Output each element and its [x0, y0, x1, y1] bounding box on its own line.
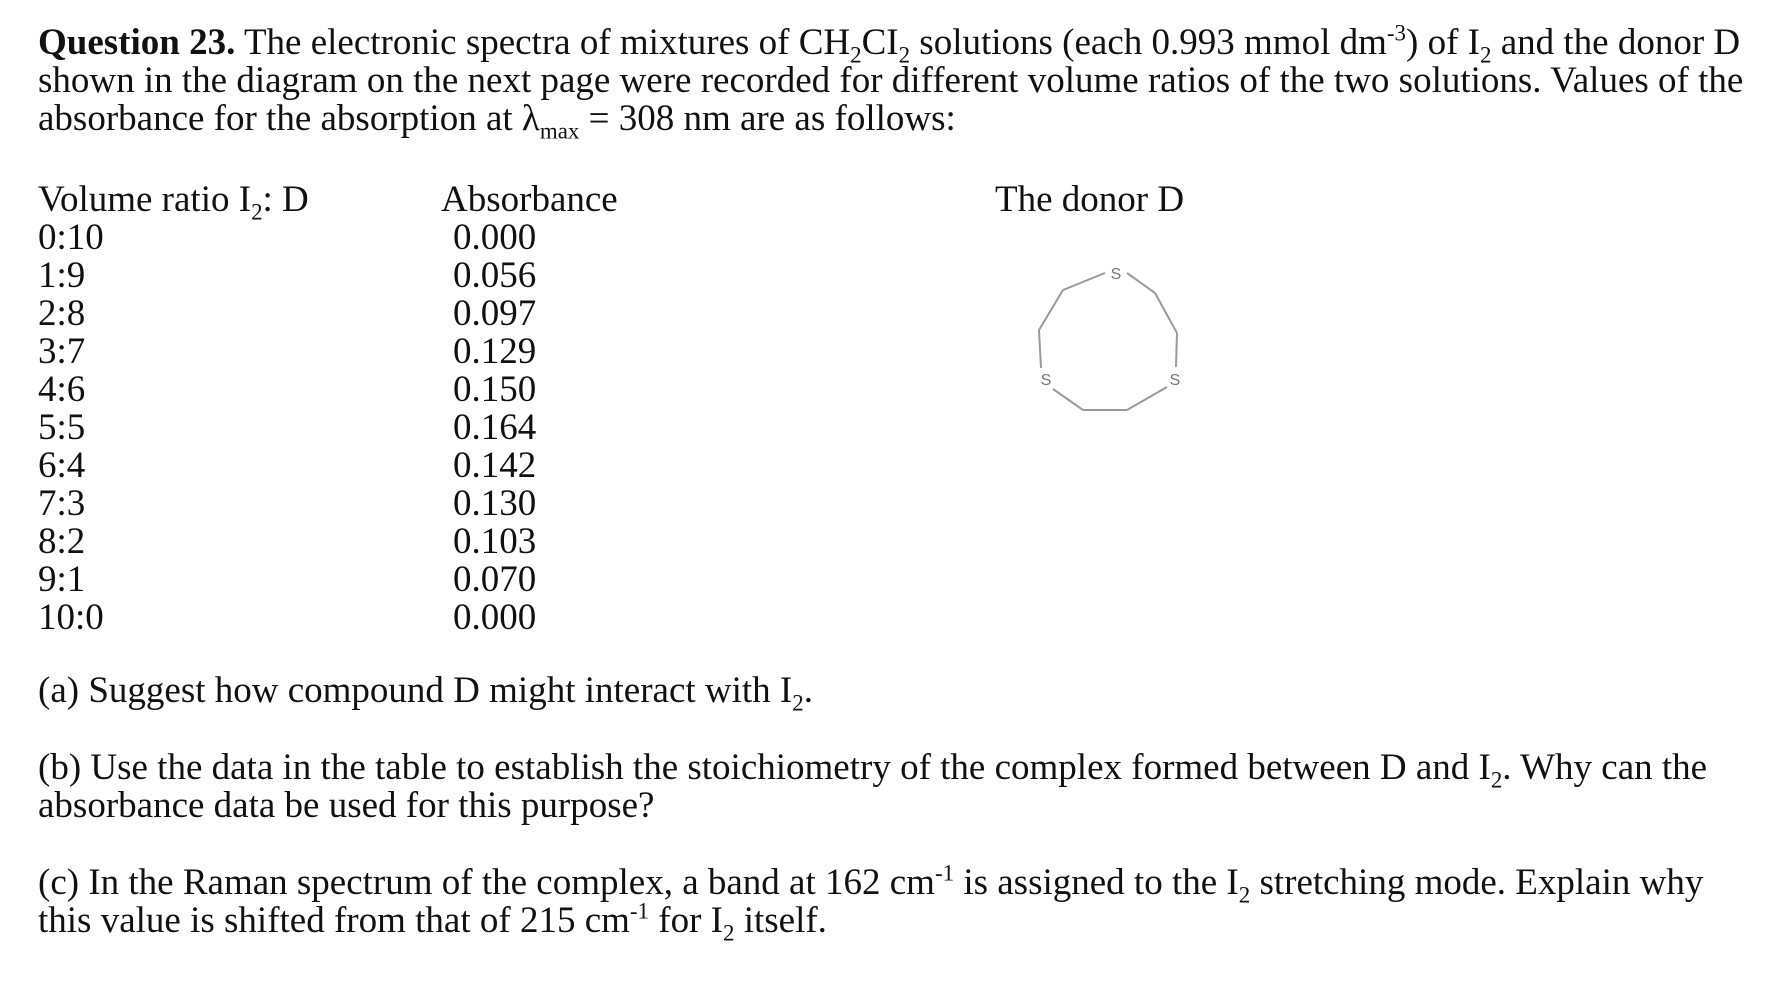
intro-dm-sup: -3 [1386, 20, 1407, 46]
table-row-absorbance: 0.070 [453, 559, 537, 600]
table-row-ratio: 2:8 [38, 293, 86, 334]
question-intro [38, 20, 1748, 144]
ratio-column [38, 219, 104, 637]
part-a-text: (a) Suggest how compound D might interact with I [38, 670, 793, 711]
table-row-ratio: 8:2 [38, 521, 86, 562]
absorbance-header: Absorbance [441, 179, 618, 220]
table-row-absorbance: 0.000 [453, 217, 537, 258]
table-row-absorbance: 0.130 [453, 483, 537, 524]
table-row-absorbance: 0.103 [453, 521, 537, 562]
ratio-header-text: Volume ratio I [38, 179, 252, 220]
intro-text-a: The electronic spectra of mixtures of CH [235, 22, 851, 63]
part-b-sub: 2 [1490, 767, 1503, 793]
sulfur-atom-right: S [1169, 372, 1181, 389]
part-a-sub: 2 [792, 690, 804, 716]
table-row-ratio: 5:5 [38, 407, 86, 448]
table-row-absorbance: 0.097 [453, 293, 537, 334]
part-c-text-d: for I [649, 900, 723, 941]
part-b [38, 749, 1748, 825]
intro-i2-sub: 2 [1479, 42, 1492, 68]
table-row-ratio: 10:0 [38, 597, 104, 638]
intro-lambda-sub: max [539, 118, 580, 144]
table-row-ratio: 0:10 [38, 217, 104, 258]
table-row-absorbance: 0.150 [453, 369, 537, 410]
ring-bonds [1039, 273, 1177, 410]
table-row-ratio: 4:6 [38, 369, 86, 410]
sulfur-atom-left: S [1040, 372, 1052, 389]
part-c-sub-1: 2 [1238, 882, 1251, 908]
part-c-text-a: (c) In the Raman spectrum of the complex, a band at 162 cm [38, 862, 935, 903]
intro-cl-sub: 2 [898, 42, 911, 68]
part-c-text-b: is assigned to the I [954, 862, 1239, 903]
part-c-text-e: itself. [734, 900, 827, 941]
part-b-end: . Why can the absorbance data be used for this purpose? [38, 747, 1708, 826]
part-b-text: (b) Use the data in the table to establish the stoichiometry of the complex formed between D and I [38, 747, 1491, 788]
ratio-header-sub: 2 [251, 199, 263, 225]
table-row-absorbance: 0.142 [453, 445, 537, 486]
table-row-absorbance: 0.056 [453, 255, 537, 296]
part-c-sup-2: -1 [629, 898, 650, 924]
question-label: Question 23. [38, 22, 236, 63]
intro-line3: = 308 nm are as follows: [579, 98, 956, 139]
table-row-absorbance: 0.164 [453, 407, 537, 448]
part-a [38, 670, 1748, 716]
intro-text-b: CI [861, 22, 899, 63]
table-row-ratio: 7:3 [38, 483, 86, 524]
part-c [38, 860, 1748, 946]
table-row-absorbance: 0.000 [453, 597, 537, 638]
table-row-ratio: 6:4 [38, 445, 86, 486]
donor-structure [1015, 255, 1215, 425]
donor-label: The donor D [995, 179, 1185, 220]
ratio-header-tail: : D [262, 179, 309, 220]
part-c-sub-2: 2 [722, 920, 735, 946]
part-a-end: . [803, 670, 813, 711]
table-row-ratio: 3:7 [38, 331, 86, 372]
part-c-sup-1: -1 [934, 860, 955, 886]
table-row-ratio: 9:1 [38, 559, 86, 600]
table-row-absorbance: 0.129 [453, 331, 537, 372]
sulfur-atom-top: S [1110, 266, 1122, 283]
part-c-text-c: stretching mode. Explain why this value is shifted from that of 215 cm [38, 862, 1704, 941]
ratio-header [38, 179, 309, 225]
intro-h-sub: 2 [850, 42, 862, 68]
absorbance-column [453, 219, 536, 637]
intro-line2: and the donor D shown in the diagram on the next page were recorded for different volume ratios of the two solutions. Values of the absorbance for the absorption at λ [38, 22, 1744, 139]
intro-text-c: solutions (each 0.993 mmol dm [910, 22, 1387, 63]
intro-text-d: ) of I [1406, 22, 1480, 63]
table-row-ratio: 1:9 [38, 255, 86, 296]
